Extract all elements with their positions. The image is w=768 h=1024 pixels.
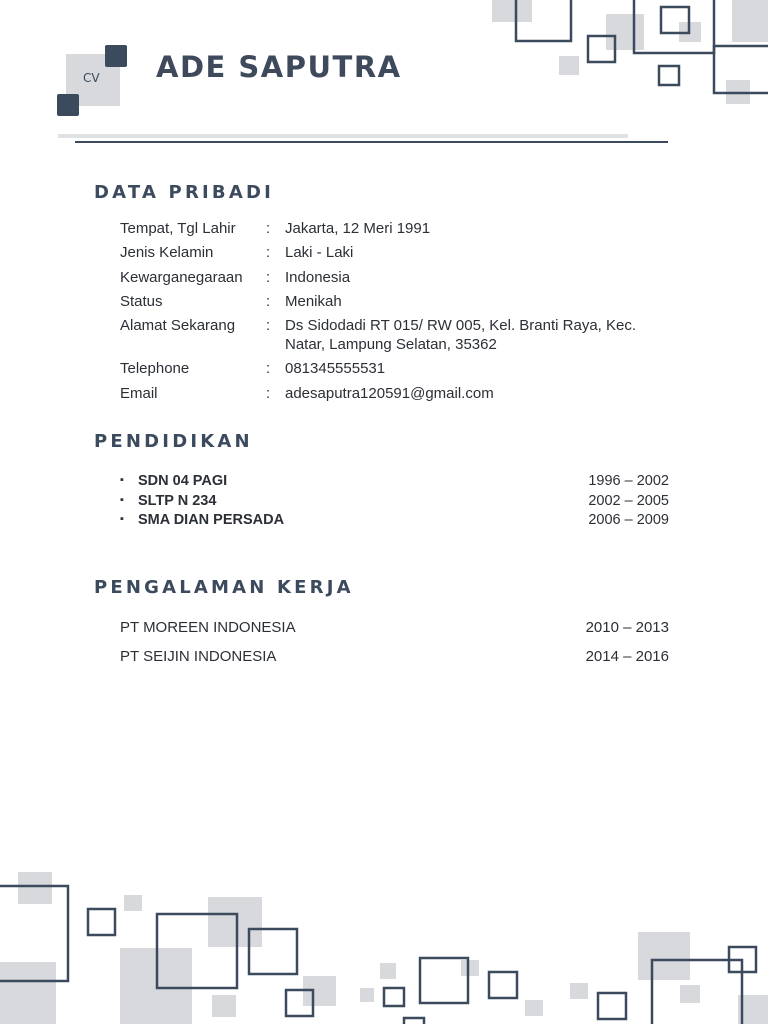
logo-block-dark-bottom xyxy=(57,94,79,116)
bullet-icon: ▪ xyxy=(120,474,124,486)
experience-years: 2010 – 2013 xyxy=(585,619,669,636)
school-name: SDN 04 PAGI xyxy=(138,473,228,489)
personal-value: 081345555531 xyxy=(285,360,386,377)
personal-colon: : xyxy=(266,317,271,334)
personal-value: adesaputra120591@gmail.com xyxy=(285,385,494,402)
section-title-education: PENDIDIKAN xyxy=(94,431,253,452)
personal-label: Email xyxy=(120,385,158,402)
education-years: 1996 – 2002 xyxy=(588,473,669,489)
personal-colon: : xyxy=(266,244,271,261)
personal-label: Kewarganegaraan xyxy=(120,269,243,286)
personal-label: Telephone xyxy=(120,360,190,377)
company-name: PT MOREEN INDONESIA xyxy=(120,619,296,636)
personal-colon: : xyxy=(266,293,271,310)
company-name: PT SEIJIN INDONESIA xyxy=(120,648,277,665)
logo-block-dark-top xyxy=(105,45,127,67)
school-name: SMA DIAN PERSADA xyxy=(138,512,285,528)
personal-value: Menikah xyxy=(285,293,342,310)
personal-label: Status xyxy=(120,293,163,310)
school-name: SLTP N 234 xyxy=(138,493,217,509)
personal-colon: : xyxy=(266,360,271,377)
personal-label: Tempat, Tgl Lahir xyxy=(120,220,236,237)
section-title-personal: DATA PRIBADI xyxy=(94,182,274,203)
bullet-icon: ▪ xyxy=(120,494,124,506)
experience-years: 2014 – 2016 xyxy=(585,648,669,665)
personal-label: Alamat Sekarang xyxy=(120,317,236,334)
personal-colon: : xyxy=(266,385,271,402)
personal-value: Jakarta, 12 Meri 1991 xyxy=(285,220,431,237)
cv-logo xyxy=(56,44,132,118)
header-rule-dark xyxy=(75,141,668,143)
education-years: 2002 – 2005 xyxy=(588,493,669,509)
bullet-icon: ▪ xyxy=(120,513,124,525)
personal-colon: : xyxy=(266,220,271,237)
logo-text: CV xyxy=(83,71,100,85)
header-rule-light xyxy=(58,134,628,138)
personal-value: Indonesia xyxy=(285,269,351,286)
personal-value: Laki - Laki xyxy=(285,244,354,261)
personal-label: Jenis Kelamin xyxy=(120,244,214,261)
candidate-name: ADE SAPUTRA xyxy=(156,50,402,84)
personal-value: Ds Sidodadi RT 015/ RW 005, Kel. Branti Raya, Kec. Natar, Lampung Selatan, 35362 xyxy=(285,317,637,353)
section-title-experience: PENGALAMAN KERJA xyxy=(94,577,354,598)
personal-colon: : xyxy=(266,269,271,286)
education-years: 2006 – 2009 xyxy=(588,512,669,528)
